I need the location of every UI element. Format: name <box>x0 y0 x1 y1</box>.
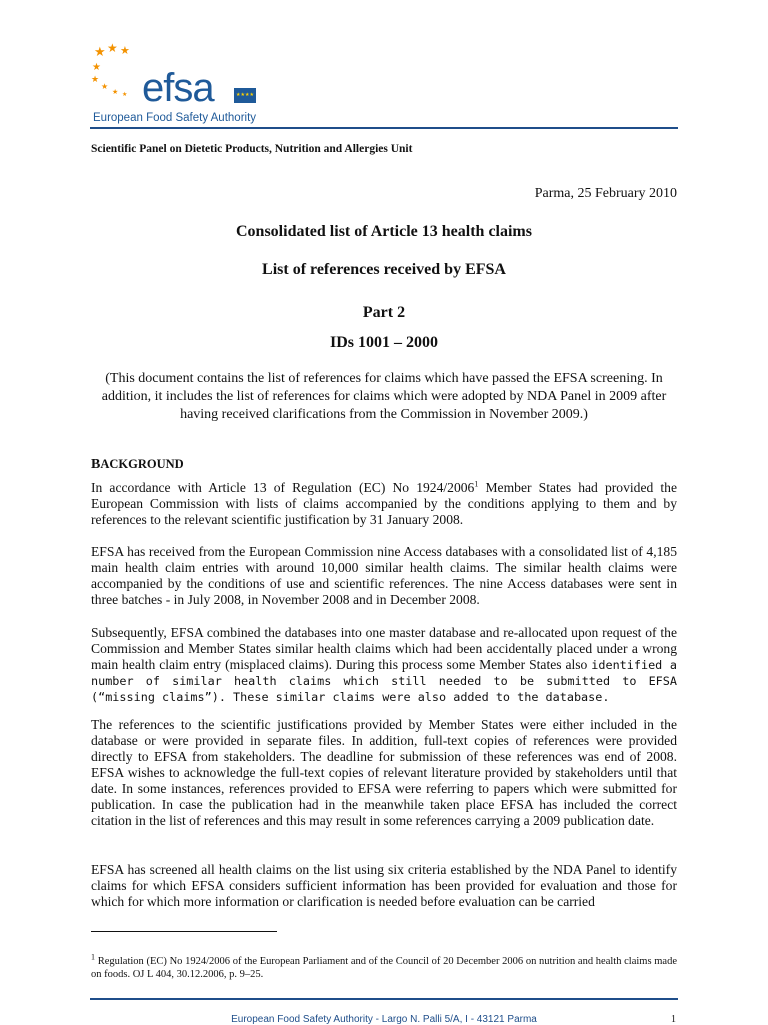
svg-text:★: ★ <box>120 44 130 57</box>
svg-text:★: ★ <box>92 62 101 73</box>
paragraph-2: EFSA has received from the European Commission nine Access databases with a consolidated list of 4,185 main health claim entries with around 10,000 similar health claims. The similar health claims were accompanied by the conditions of use and scientific references. The nine Access databases were sent in three batches - in July 2008, in November 2008 and in December 2008. <box>91 544 677 607</box>
footer-divider <box>90 998 678 1000</box>
footnote-text: Regulation (EC) No 1924/2006 of the European Parliament and of the Council of 20 December 2006 on nutrition and health claims made on foods. OJ L 404, 30.12.2006, p. 9–25. <box>91 956 677 980</box>
paragraph-3-text-a: Subsequently, EFSA combined the databases into one master database and re-allocated upon request of the Commission and Member States similar health claims which had been accidentally placed under a wrong main health claim entry (misplaced claims). During this process some Member States also <box>91 625 677 672</box>
part-label: Part 2 <box>362 304 406 321</box>
ids-range: IDs 1001 – 2000 <box>329 334 438 351</box>
logo-wordmark: efsa <box>142 66 214 110</box>
svg-text:★: ★ <box>112 88 119 96</box>
efsa-logo <box>90 42 270 128</box>
page-number: 1 <box>671 1014 676 1025</box>
svg-text:★: ★ <box>94 45 106 60</box>
heading-rest: ACKGROUND <box>100 457 184 471</box>
svg-text:★: ★ <box>101 82 109 91</box>
svg-text:★: ★ <box>122 91 128 98</box>
heading-initial: B <box>91 457 101 472</box>
footnote-mark: 1 <box>91 952 95 962</box>
stars-arc-icon <box>90 42 150 106</box>
paragraph-4: The references to the scientific justifications provided by Member States were either included in the database or were provided in separate files. In addition, full-text copies of references were provided directly to EFSA from stakeholders. The deadline for submission of these references was end of 2008. EFSA wishes to acknowledge the full-text copies of relevant literature provided by stakeholders until that date. In some instances, references provided to EFSA were referring to papers which were submitted for publication. In case the publication had in the meanwhile taken place EFSA has included the correct citation in the list of references and this may result in some references carrying a 2009 publication date. <box>91 717 677 828</box>
unit-name: Scientific Panel on Dietetic Products, Nutrition and Allergies Unit <box>91 143 413 155</box>
document-title: Consolidated list of Article 13 health claims <box>236 223 532 240</box>
footnote-divider <box>91 931 277 932</box>
svg-text:★: ★ <box>91 75 100 85</box>
section-heading-background <box>91 457 184 473</box>
paragraph-1-text-b: Member States had provided the European Commission with lists of claims accompanied by the conditions applying to them and by references to the relevant scientific justification by 31 January 2008. <box>91 480 677 527</box>
document-date: Parma, 25 February 2010 <box>534 186 677 201</box>
svg-text:★: ★ <box>107 42 118 55</box>
footnote-reference: 1 <box>474 479 479 489</box>
footnote <box>91 952 677 981</box>
paragraph-3 <box>91 625 677 705</box>
paragraph-1 <box>91 480 677 528</box>
footer-address: European Food Safety Authority - Largo N. Palli 5/A, I - 43121 Parma <box>231 1014 537 1025</box>
scope-note: (This document contains the list of references for claims which have passed the EFSA screening. In addition, it includes the list of references for claims which were adopted by NDA Panel in 2009 after having received clarifications from the Commission in November 2009.) <box>101 371 667 422</box>
paragraph-1-text-a: In accordance with Article 13 of Regulation (EC) No 1924/2006 <box>91 480 475 495</box>
paragraph-3-text-b: identified a number of similar health claims which still needed to be submitted to EFSA (“missing claims”). These similar claims were also added to the database. <box>91 658 677 704</box>
logo-subtitle: European Food Safety Authority <box>93 112 257 124</box>
eu-flag-icon: ★★★★ <box>234 88 256 103</box>
paragraph-5: EFSA has screened all health claims on the list using six criteria established by the NDA Panel to identify claims for which EFSA considers sufficient information has been provided for evaluation and those for which for which more information or clarification is needed before evaluation can be carried <box>91 862 677 909</box>
header-divider <box>90 127 678 129</box>
document-subtitle: List of references received by EFSA <box>262 261 506 278</box>
